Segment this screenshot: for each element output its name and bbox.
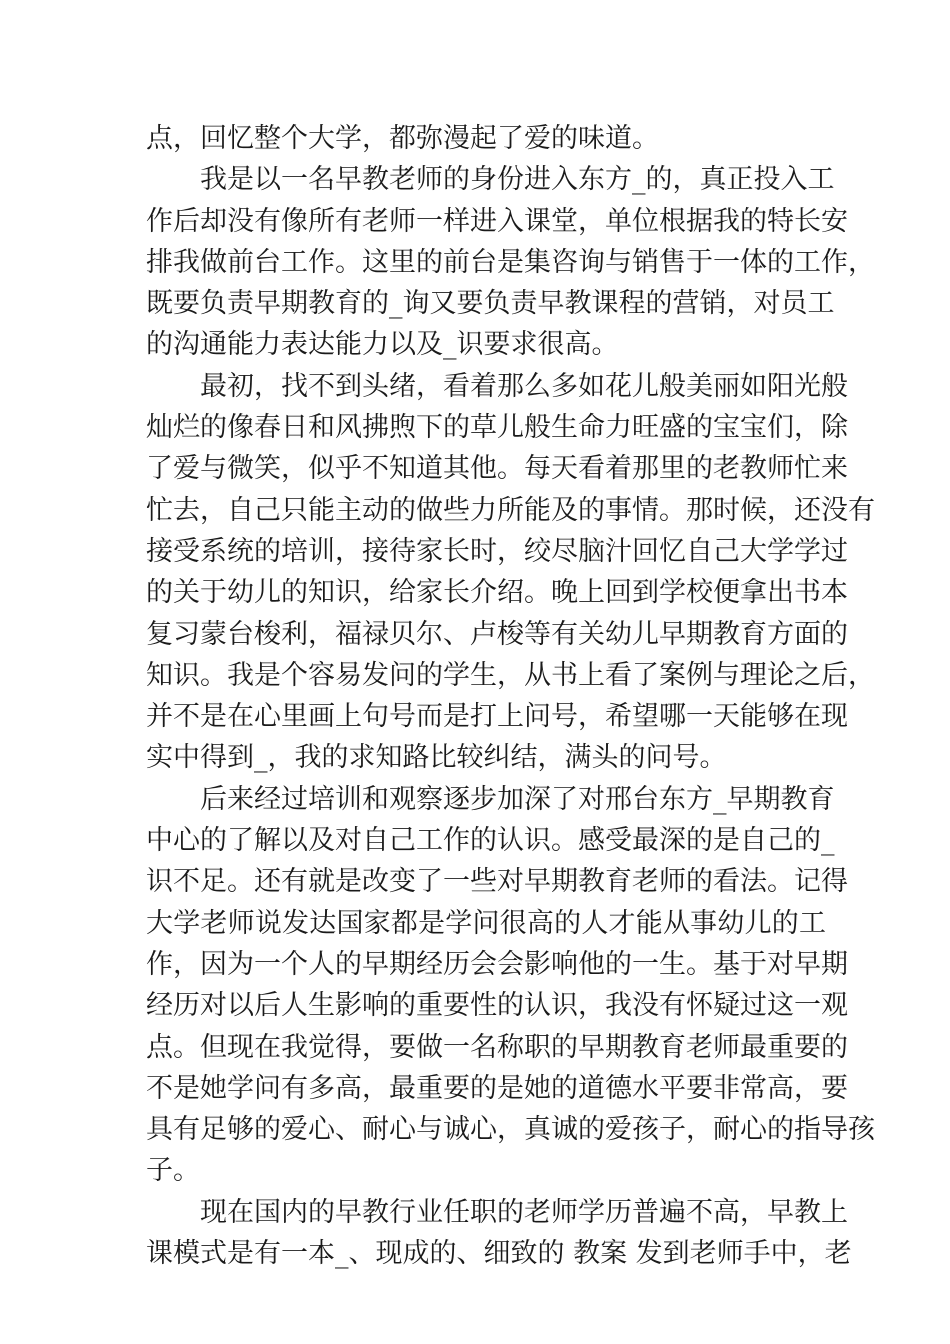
text-line: 作，因为一个人的早期经历会会影响他的一生。基于对早期 bbox=[146, 948, 848, 980]
text-line: 并不是在心里画上句号而是打上问号，希望哪一天能够在现 bbox=[146, 701, 848, 733]
text-line: 现在国内的早教行业任职的老师学历普遍不高，早教上 bbox=[200, 1196, 848, 1228]
text-line: 接受系统的培训，接待家长时，绞尽脑汁回忆自己大学学过 bbox=[146, 535, 848, 567]
text-line: 中心的了解以及对自己工作的认识。感受最深的是自己的_ bbox=[146, 825, 835, 857]
text-line: 排我做前台工作。这里的前台是集咨询与销售于一体的工作， bbox=[146, 246, 875, 278]
text-line: 我是以一名早教老师的身份进入东方_的，真正投入工 bbox=[200, 164, 835, 196]
text-line: 不是她学问有多高，最重要的是她的道德水平要非常高，要 bbox=[146, 1072, 848, 1104]
text-line: 既要负责早期教育的_询又要负责早教课程的营销，对员工 bbox=[146, 288, 835, 320]
text-line: 忙去，自己只能主动的做些力所能及的事情。那时候，还没有 bbox=[146, 494, 875, 526]
text-line: 经历对以后人生影响的重要性的认识，我没有怀疑过这一观 bbox=[146, 990, 848, 1022]
text-line: 点。但现在我觉得，要做一名称职的早期教育老师最重要的 bbox=[146, 1031, 848, 1063]
text-line: 灿烂的像春日和风拂煦下的草儿般生命力旺盛的宝宝们，除 bbox=[146, 412, 848, 444]
text-line: 的沟通能力表达能力以及_识要求很高。 bbox=[146, 329, 619, 361]
text-line: 了爱与微笑，似乎不知道其他。每天看着那里的老教师忙来 bbox=[146, 453, 848, 485]
text-line: 的关于幼儿的知识，给家长介绍。晚上回到学校便拿出书本 bbox=[146, 577, 848, 609]
text-line: 后来经过培训和观察逐步加深了对邢台东方_早期教育 bbox=[200, 783, 835, 815]
text-line: 作后却没有像所有老师一样进入课堂，单位根据我的特长安 bbox=[146, 205, 848, 237]
text-line: 识不足。还有就是改变了一些对早期教育老师的看法。记得 bbox=[146, 866, 848, 898]
text-line: 实中得到_，我的求知路比较纠结，满头的问号。 bbox=[146, 742, 727, 774]
text-line: 具有足够的爱心、耐心与诚心，真诚的爱孩子，耐心的指导孩 bbox=[146, 1114, 875, 1146]
text-line: 知识。我是个容易发问的学生，从书上看了案例与理论之后， bbox=[146, 659, 875, 691]
text-line: 大学老师说发达国家都是学问很高的人才能从事幼儿的工 bbox=[146, 907, 826, 939]
text-line: 最初，找不到头绪，看着那么多如花儿般美丽如阳光般 bbox=[200, 370, 848, 402]
document-body bbox=[146, 118, 875, 1274]
text-line: 课模式是有一本_、现成的、细致的 教案 发到老师手中，老 bbox=[146, 1238, 852, 1270]
text-line: 子。 bbox=[146, 1155, 200, 1187]
text-line: 复习蒙台梭利，福禄贝尔、卢梭等有关幼儿早期教育方面的 bbox=[146, 618, 848, 650]
text-line: 点，回忆整个大学，都弥漫起了爱的味道。 bbox=[146, 123, 659, 154]
